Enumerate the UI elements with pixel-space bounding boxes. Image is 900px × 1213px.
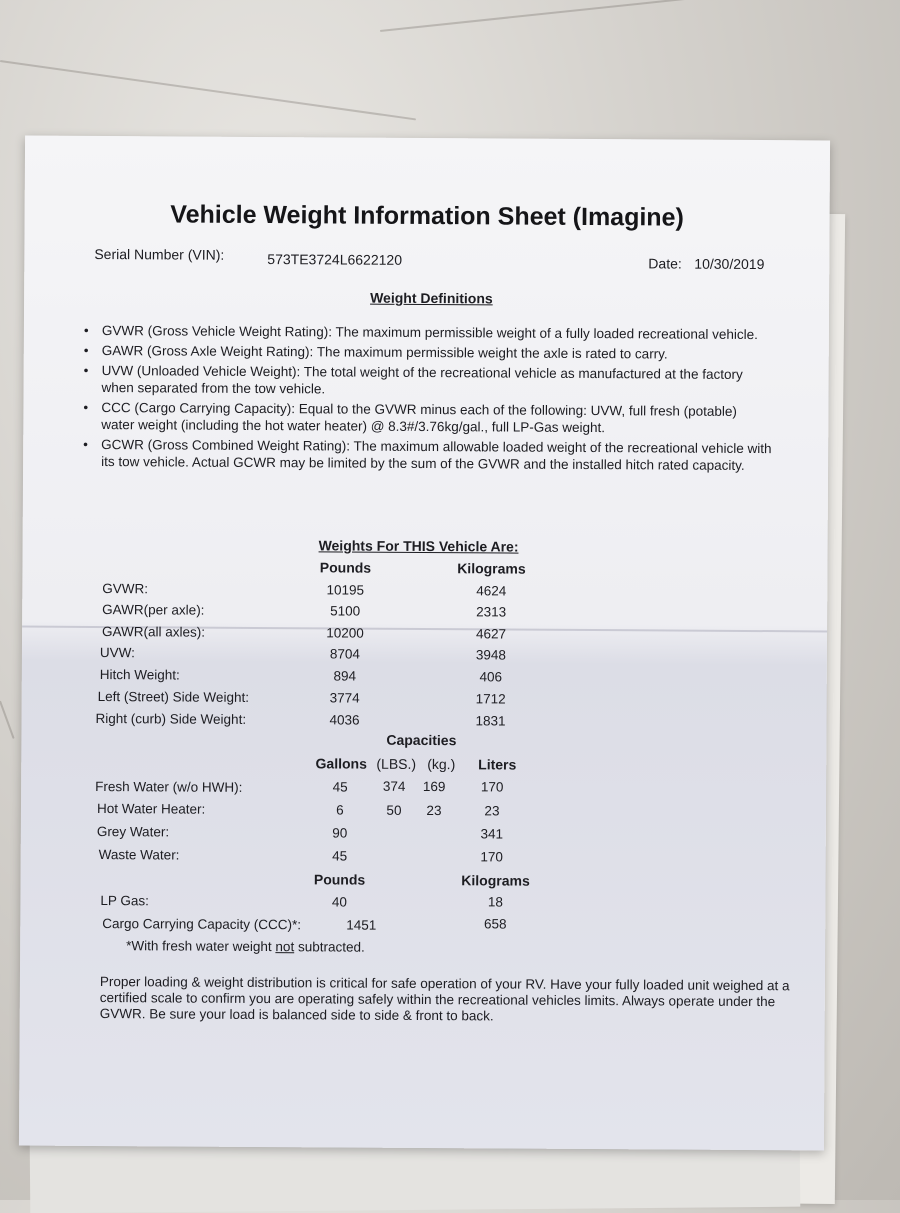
definition-item: • GCWR (Gross Combined Weight Rating): The maximum allowable loaded weight of the recreational vehicle with its tow vehicle. Actual GCWR may be limited by the sum of the GVWR and the installed hitch rated capacity. — [83, 436, 773, 474]
capacity-row-label: Hot Water Heater: — [96, 801, 206, 817]
definition-item: • CCC (Cargo Carrying Capacity): Equal to the GVWR minus each of the following: UVW, full fresh (potable) water weight (including the hot water heater) @ 8.3#/3.76kg/gal., full LP-Gas weight. — [83, 399, 773, 437]
weight-row-kg: 406 — [479, 669, 503, 685]
capacity-row-lbs: 374 — [382, 778, 406, 794]
capacity-row-gallons: 6 — [336, 802, 344, 818]
weight-information-sheet — [19, 136, 830, 1151]
capacity-row-label: Grey Water: — [96, 824, 170, 840]
document-title: Vehicle Weight Information Sheet (Imagine) — [170, 200, 684, 232]
capacity-row-label: Waste Water: — [98, 847, 180, 863]
safety-notice: Proper loading & weight distribution is critical for safe operation of your RV. Have your fully loaded unit weighed at a certified scale to confirm you are operating safely within the recreational vehicles limits. Always operate under the GVWR. Be sure your load is balanced side to side & front to back. — [99, 974, 790, 1024]
date-label: Date: — [648, 255, 682, 272]
definition-item: • UVW (Unloaded Vehicle Weight): The total weight of the recreational vehicle as manufactured at the factory when separated from the tow vehicle. — [84, 362, 774, 400]
capacity-row-liters: 170 — [480, 779, 504, 795]
weight-row-label: Right (curb) Side Weight: — [95, 710, 247, 727]
capacity-row-lbs: 50 — [386, 802, 402, 818]
capacities-heading: Capacities — [386, 731, 457, 749]
weight-row-kg: 1831 — [475, 713, 506, 729]
capacity-row-liters: 170 — [480, 849, 504, 865]
weight-row-label: GAWR(all axles): — [102, 624, 206, 640]
capacity-row-liters: 341 — [480, 826, 504, 842]
capacity2-row-kg: 18 — [487, 894, 503, 910]
capacity-row-kg: 169 — [422, 778, 446, 795]
capacities-col-liters: Liters — [478, 756, 517, 773]
weight-row-pounds: 8704 — [329, 646, 360, 662]
weight-row-pounds: 5100 — [330, 603, 361, 619]
capacity-row-label: Fresh Water (w/o HWH): — [95, 778, 243, 795]
weight-row-label: Left (Street) Side Weight: — [97, 689, 250, 705]
weights-heading: Weights For THIS Vehicle Are: — [318, 537, 519, 555]
weight-row-pounds: 894 — [333, 668, 357, 684]
weight-row-label: UVW: — [99, 645, 135, 661]
capacities-col-gallons: Gallons — [315, 755, 367, 772]
footnote-text: *With fresh water weight — [126, 938, 276, 955]
capacity-row-liters: 23 — [484, 803, 500, 819]
capacity2-row-pounds: 40 — [331, 894, 347, 910]
date-value: 10/30/2019 — [694, 255, 765, 273]
definition-item: • GAWR (Gross Axle Weight Rating): The maximum permissible weight the axle is rated to carry. — [84, 342, 774, 363]
marble-vein — [0, 60, 416, 120]
weight-row-label: GVWR: — [102, 581, 149, 597]
capacities-col-kg: (kg.) — [427, 756, 456, 773]
weight-row-pounds: 3774 — [329, 690, 360, 706]
weight-row-pounds: 4036 — [329, 712, 360, 728]
weight-row-label: Hitch Weight: — [99, 667, 180, 683]
footnote-emphasis: not — [275, 939, 295, 955]
weights-col-kilograms: Kilograms — [457, 560, 526, 577]
weight-row-kg: 2313 — [476, 604, 507, 620]
weight-row-kg: 4627 — [475, 626, 507, 642]
serial-label: Serial Number (VIN): — [94, 245, 225, 263]
capacity2-row-kg: 658 — [483, 916, 507, 932]
definitions-heading: Weight Definitions — [370, 289, 493, 307]
capacity-row-gallons: 45 — [332, 848, 348, 864]
weights-col-pounds: Pounds — [319, 559, 372, 576]
capacity2-row-label: Cargo Carrying Capacity (CCC)*: — [102, 916, 302, 933]
weight-row-kg: 4624 — [476, 583, 507, 599]
marble-vein — [380, 0, 897, 32]
capacity2-row-pounds: 1451 — [346, 917, 377, 933]
capacities2-col-kilograms: Kilograms — [461, 872, 530, 889]
footnote-text: subtracted. — [294, 939, 365, 955]
weight-row-pounds: 10195 — [326, 582, 365, 598]
capacity-row-gallons: 45 — [332, 779, 348, 795]
footnote — [126, 938, 365, 954]
capacity-row-gallons: 90 — [332, 825, 348, 841]
definitions-list — [83, 322, 774, 477]
marble-vein — [0, 701, 15, 739]
capacity2-row-label: LP Gas: — [100, 893, 149, 909]
definition-item: • GVWR (Gross Vehicle Weight Rating): The maximum permissible weight of a fully loaded recreational vehicle. — [84, 322, 774, 343]
weight-row-kg: 3948 — [475, 647, 506, 663]
capacity-row-kg: 23 — [426, 803, 442, 819]
weight-row-label: GAWR(per axle): — [102, 602, 205, 618]
weight-row-pounds: 10200 — [326, 625, 364, 641]
capacities2-col-pounds: Pounds — [313, 871, 366, 888]
capacities-col-lbs: (LBS.) — [376, 755, 417, 772]
weight-row-kg: 1712 — [475, 691, 506, 707]
serial-value: 573TE3724L6622120 — [267, 251, 403, 268]
